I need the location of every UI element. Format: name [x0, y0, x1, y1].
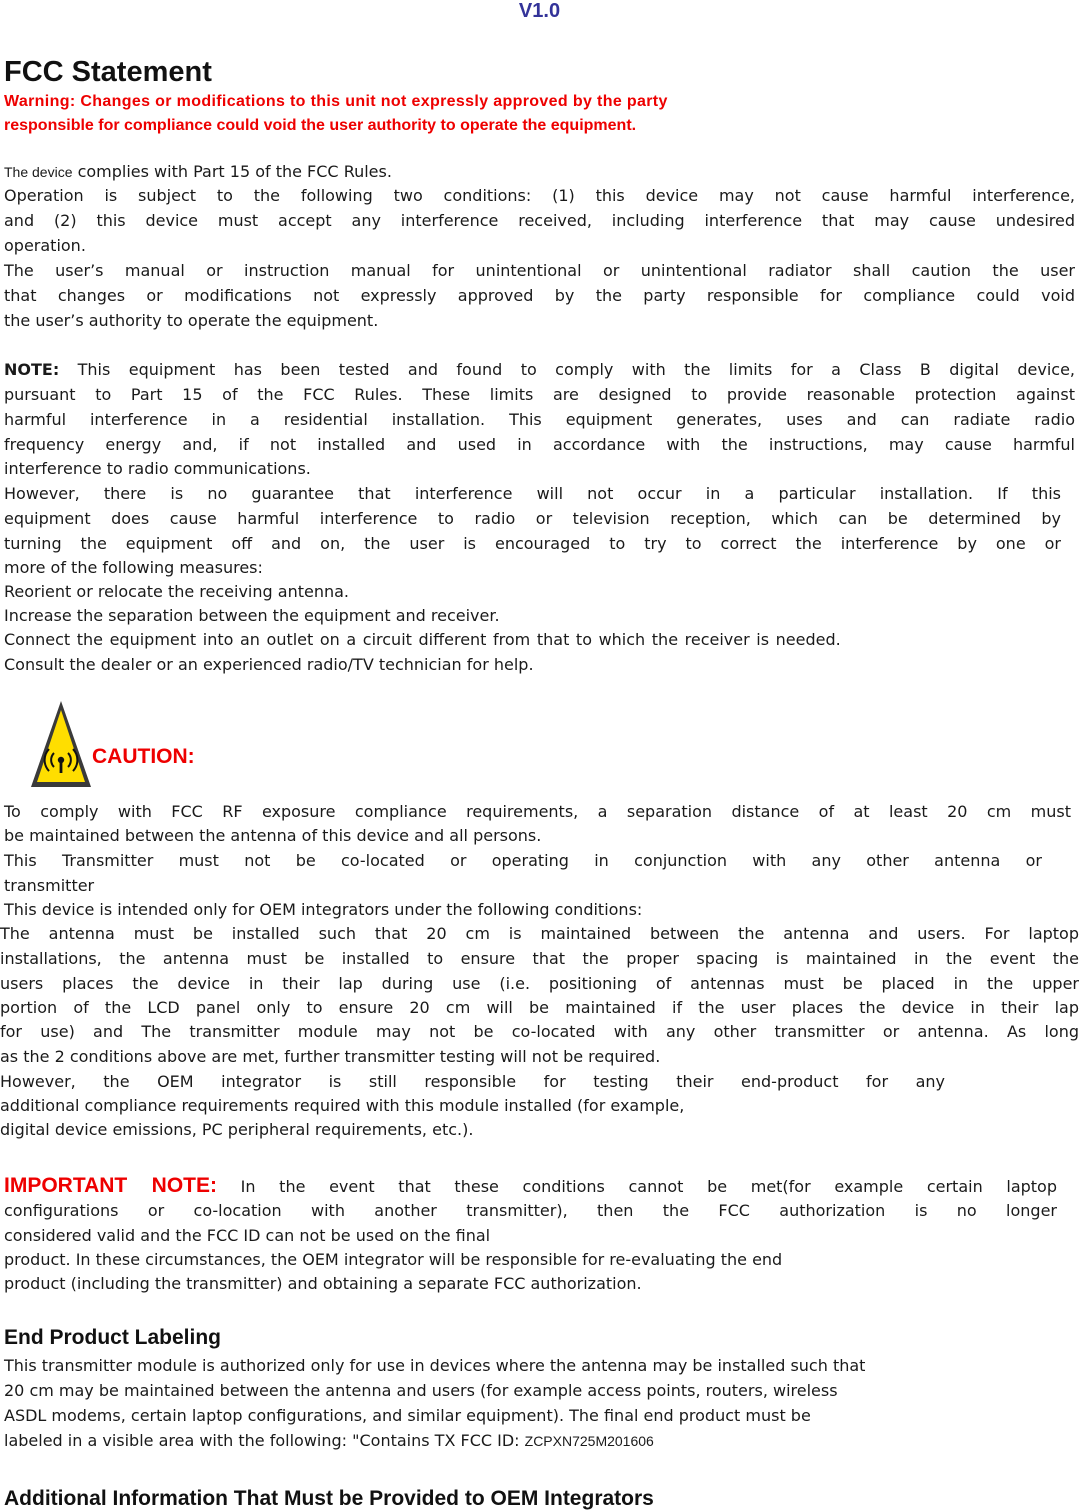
- labeling-line: 20 cm may be maintained between the antenna and users (for example access points, routers, wireless: [4, 1381, 838, 1400]
- paragraph-line: Operation is subject to the following two conditions: (1) this device may not cause harmful interference,: [4, 186, 1075, 205]
- measure-item: Reorient or relocate the receiving antenna.: [4, 582, 349, 601]
- important-label: IMPORTANT NOTE:: [4, 1174, 217, 1197]
- caution-line: be maintained between the antenna of this device and all persons.: [4, 826, 542, 845]
- note-line: pursuant to Part 15 of the FCC Rules. These limits are designed to provide reasonable protection against: [4, 385, 1075, 404]
- fcc-id: ZCPXN725M201606: [524, 1433, 654, 1449]
- device-rest: complies with Part 15 of the FCC Rules.: [72, 162, 392, 181]
- labeling-line: ASDL modems, certain laptop configurations, and similar equipment). The final end product must be: [4, 1406, 811, 1425]
- caution-line: To comply with FCC RF exposure compliance requirements, a separation distance of at least 20 cm must: [4, 802, 1071, 821]
- caution-label: CAUTION:: [92, 745, 195, 768]
- important-line: product (including the transmitter) and obtaining a separate FCC authorization.: [4, 1274, 642, 1293]
- caution-line: This device is intended only for OEM integrators under the following conditions:: [4, 900, 643, 919]
- caution-line: However, the OEM integrator is still responsible for testing their end-product for any: [0, 1072, 945, 1091]
- note-line: turning the equipment off and on, the user is encouraged to try to correct the interference by one or: [4, 534, 1061, 553]
- measure-item: Connect the equipment into an outlet on a circuit different from that to which the receiver is needed.: [4, 630, 841, 649]
- compliance-line: [4, 160, 392, 184]
- important-text: In the event that these conditions cannot be met(for example certain laptop: [240, 1177, 1057, 1196]
- device-prefix: The device: [4, 164, 73, 180]
- note-line: interference to radio communications.: [4, 459, 311, 478]
- important-line: configurations or co-location with another transmitter), then the FCC authorization is no longer: [4, 1201, 1057, 1220]
- fcc-statement-title: FCC Statement: [4, 56, 212, 88]
- paragraph-line: the user’s authority to operate the equipment.: [4, 311, 379, 330]
- caution-line: The antenna must be installed such that 20 cm is maintained between the antenna and users. For laptop: [0, 924, 1079, 943]
- note-line: equipment does cause harmful interference to radio or television reception, which can be determined by: [4, 509, 1061, 528]
- note-line: more of the following measures:: [4, 558, 263, 577]
- note-line: However, there is no guarantee that interference will not occur in a particular installation. If this: [4, 484, 1061, 503]
- caution-line: users places the device in their lap during use (i.e. positioning of antennas must be placed in the upper: [0, 974, 1079, 993]
- important-line: product. In these circumstances, the OEM integrator will be responsible for re-evaluating the end: [4, 1250, 783, 1269]
- warning-line: responsible for compliance could void the user authority to operate the equipment.: [4, 117, 637, 134]
- note-first-line: [4, 358, 1075, 382]
- caution-line: installations, the antenna must be installed to ensure that the proper spacing is maintained in the event the: [0, 949, 1079, 968]
- paragraph-line: and (2) this device must accept any interference received, including interference that may cause undesired: [4, 211, 1075, 230]
- additional-info-title: Additional Information That Must be Provided to OEM Integrators: [4, 1487, 654, 1510]
- version-label: V1.0: [518, 0, 561, 22]
- paragraph-line: that changes or modifications not expressly approved by the party responsible for compliance could void: [4, 286, 1075, 305]
- note-text: This equipment has been tested and found to comply with the limits for a Class B digital device,: [59, 360, 1075, 379]
- paragraph-line: operation.: [4, 236, 86, 255]
- paragraph-line: The user’s manual or instruction manual for unintentional or unintentional radiator shall caution the user: [4, 261, 1075, 280]
- note-label: NOTE:: [4, 360, 60, 379]
- important-line: considered valid and the FCC ID can not be used on the final: [4, 1226, 491, 1245]
- measure-item: Increase the separation between the equipment and receiver.: [4, 606, 500, 625]
- caution-line: as the 2 conditions above are met, further transmitter testing will not be required.: [0, 1047, 661, 1066]
- note-line: frequency energy and, if not installed and used in accordance with the instructions, may cause harmful: [4, 435, 1075, 454]
- caution-line: transmitter: [4, 876, 95, 895]
- caution-line: digital device emissions, PC peripheral requirements, etc.).: [0, 1120, 474, 1139]
- caution-line: portion of the LCD panel only to ensure 20 cm will be maintained if the user places the device in their lap: [0, 998, 1079, 1017]
- caution-line: for use) and The transmitter module may not be co-located with any other transmitter or antenna. As long: [0, 1022, 1079, 1041]
- radiation-warning-icon: [28, 698, 94, 792]
- note-line: harmful interference in a residential installation. This equipment generates, uses and can radiate radio: [4, 410, 1075, 429]
- labeling-prefix: labeled in a visible area with the following: "Contains TX FCC ID:: [4, 1431, 525, 1450]
- warning-line: Warning: Changes or modifications to this unit not expressly approved by the party: [4, 93, 668, 110]
- caution-line: additional compliance requirements required with this module installed (for example,: [0, 1096, 685, 1115]
- measure-item: Consult the dealer or an experienced radio/TV technician for help.: [4, 655, 534, 674]
- labeling-last-line: [4, 1429, 654, 1453]
- caution-line: This Transmitter must not be co-located or operating in conjunction with any other antenna or: [4, 851, 1042, 870]
- labeling-line: This transmitter module is authorized only for use in devices where the antenna may be installed such that: [4, 1356, 866, 1375]
- important-first-line: [4, 1172, 1057, 1201]
- end-product-labeling-title: End Product Labeling: [4, 1326, 222, 1349]
